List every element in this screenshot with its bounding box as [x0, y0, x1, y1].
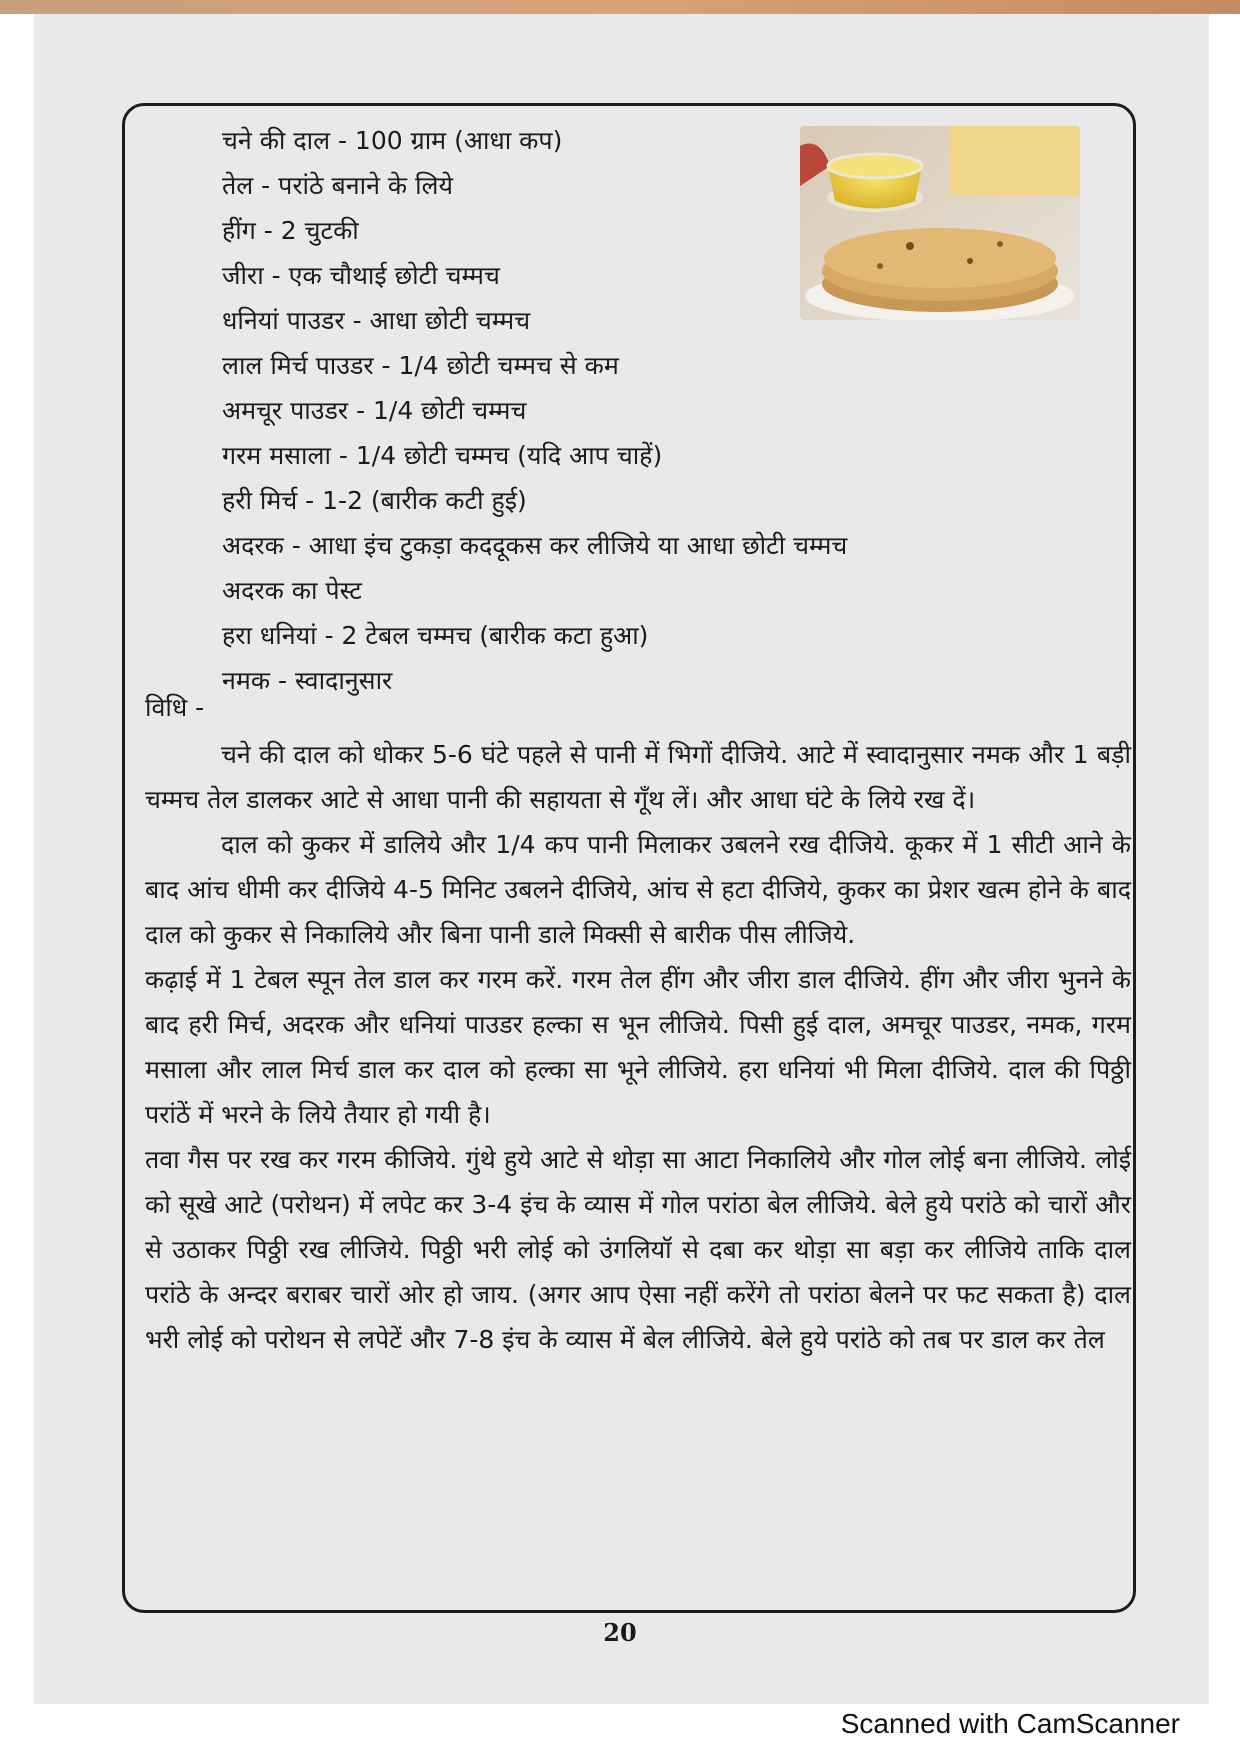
ingredient-line: हरा धनियां - 2 टेबल चम्मच (बारीक कटा हुआ) — [222, 621, 649, 650]
ingredient-line: नमक - स्वादानुसार — [222, 666, 393, 695]
table-edge-strip — [0, 0, 1240, 14]
paratha-with-ghee-photo-icon — [800, 126, 1080, 320]
ingredient-line: चने की दाल - 100 ग्राम (आधा कप) — [222, 126, 563, 155]
method-paragraph: कढ़ाई में 1 टेबल स्पून तेल डाल कर गरम करें. गरम तेल हींग और जीरा डाल दीजिये. हींग और जीरा भुनने के बाद हरी मिर्च, अदरक और धनियां पाउडर हल्का स भून लीजिये. पिसी हुई दाल, अमचूर पाउडर, नमक, गरम मसाला और लाल मिर्च डाल कर दाल को हल्का सा भूने लीजिये. हरा धनियां भी मिला दीजिये. दाल की पिठ्ठी परांठें में भरने के लिये तैयार हो गयी है। — [145, 965, 1131, 1129]
ingredient-line: हरी मिर्च - 1-2 (बारीक कटी हुई) — [222, 486, 527, 515]
paratha-photo — [800, 126, 1080, 320]
ingredient-line: गरम मसाला - 1/4 छोटी चम्मच (यदि आप चाहें) — [222, 441, 663, 470]
method-paragraph: चने की दाल को धोकर 5-6 घंटे पहले से पानी में भिगों दीजिये. आटे में स्वादानुसार नमक और 1 बड़ी चम्मच तेल डालकर आटे से आधा पानी की सहायता से गूँथ लें। और आधा घंटे के लिये रख दें। — [145, 740, 1131, 814]
ingredient-line: अमचूर पाउडर - 1/4 छोटी चम्मच — [222, 396, 527, 425]
ingredient-line: धनियां पाउडर - आधा छोटी चम्मच — [222, 306, 531, 335]
ingredient-line: जीरा - एक चौथाई छोटी चम्मच — [222, 261, 500, 290]
ingredient-line: तेल - परांठे बनाने के लिये — [222, 171, 454, 200]
ingredients-list — [222, 118, 848, 703]
method-paragraph: तवा गैस पर रख कर गरम कीजिये. गुंथे हुये आटे से थोड़ा सा आटा निकालिये और गोल लोई बना लीजिये. लोई को सूखे आटे (परोथन) में लपेट कर 3-4 इंच के व्यास में गोल परांठा बेल लीजिये. बेले हुये परांठे को चारों और से उठाकर पिठ्ठी रख लीजिये. पिठ्ठी भरी लोई को उंगलियॉ से दबा कर थोड़ा सा बड़ा कर लीजिये ताकि दाल परांठे के अन्दर बराबर चारों ओर हो जाय. (अगर आप ऐसा नहीं करेंगे तो परांठा बेलने पर फट सकता है) दाल भरी लोई को परोथन से लपेटें और 7-8 इंच के व्यास में बेल लीजिये. बेले हुये परांठे को तब पर डाल कर तेल — [145, 1145, 1131, 1354]
camscanner-watermark: Scanned with CamScanner — [840, 1708, 1180, 1739]
ingredient-line: अदरक - आधा इंच टुकड़ा कददूकस कर लीजिये या आधा छोटी चम्मच — [222, 531, 848, 560]
page-number: 20 — [603, 1618, 637, 1647]
method-text — [145, 732, 1131, 1362]
method-paragraph: दाल को कुकर में डालिये और 1/4 कप पानी मिलाकर उबलने रख दीजिये. कूकर में 1 सीटी आने के बाद आंच धीमी कर दीजिये 4-5 मिनिट उबलने दीजिये, आंच से हटा दीजिये, कुकर का प्रेशर खत्म होने के बाद दाल को कुकर से निकालिये और बिना पानी डाले मिक्सी से बारीक पीस लीजिये. — [145, 830, 1131, 949]
ingredient-line: लाल मिर्च पाउडर - 1/4 छोटी चम्मच से कम — [222, 351, 619, 380]
ingredient-line: अदरक का पेस्ट — [222, 576, 362, 605]
ingredient-line: हींग - 2 चुटकी — [222, 216, 359, 245]
method-heading: विधि - — [145, 693, 205, 722]
